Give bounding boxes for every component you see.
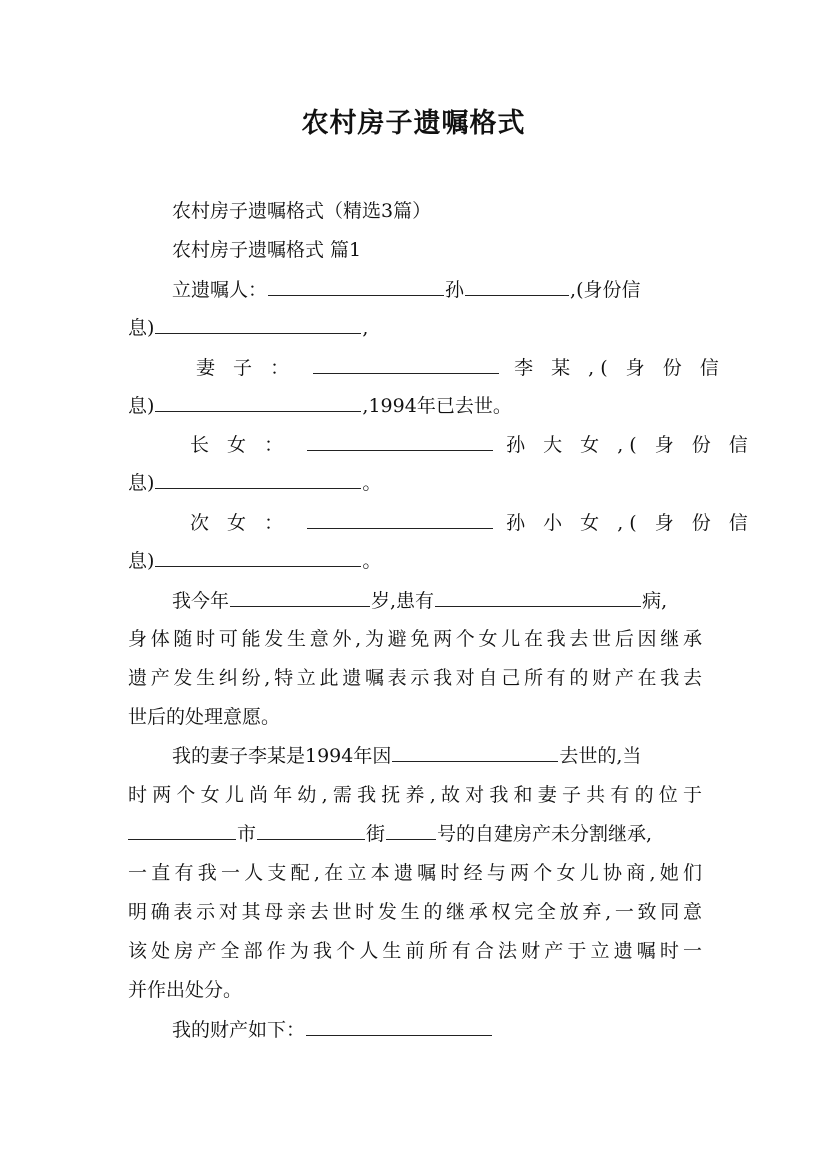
- id-blank: [155, 546, 361, 567]
- text: 号的自建房产未分割继承,: [437, 823, 653, 845]
- id-close: 息): [128, 317, 155, 339]
- testator-label: 立遗嘱人：: [172, 279, 268, 301]
- street-blank: [257, 819, 365, 840]
- text: 我的妻子李某是1994年因: [172, 745, 392, 767]
- given-name-blank: [465, 275, 569, 296]
- id-blank: [155, 391, 361, 412]
- elder-daughter-line: [190, 430, 754, 460]
- testator-id-line: [128, 313, 702, 343]
- name-blank: [307, 430, 493, 451]
- para1-line4: 世后的处理意愿。: [128, 706, 281, 728]
- line-end: 。: [362, 472, 382, 494]
- younger-daughter-line: [190, 508, 754, 538]
- id-blank: [155, 468, 361, 489]
- document-subtitle: 农村房子遗嘱格式（精选3篇）: [172, 200, 432, 222]
- city-blank: [128, 819, 236, 840]
- para2-line3: [128, 819, 702, 849]
- document-title: 农村房子遗嘱格式: [301, 108, 526, 139]
- property-line: [172, 1015, 702, 1045]
- id-blank: [155, 313, 361, 334]
- para2-line5: 明确表示对其母亲去世时发生的继承权完全放弃,一致同意: [128, 901, 702, 923]
- para2-line4: 一直有我一人支配,在立本遗嘱时经与两个女儿协商,她们: [128, 862, 702, 884]
- text: 市: [237, 823, 257, 845]
- line-end: 。: [362, 550, 382, 572]
- number-blank: [386, 819, 436, 840]
- wife-note: ,1994年已去世。: [362, 395, 512, 417]
- text: 街: [366, 823, 386, 845]
- text: 病,: [642, 590, 668, 612]
- wife-label: 妻 子 ：: [196, 357, 296, 379]
- id-open: ,(身份信: [570, 279, 641, 301]
- para1-line3: 遗产发生纠纷,特立此遗嘱表示我对自己所有的财产在我去: [128, 667, 702, 689]
- illness-blank: [435, 586, 641, 607]
- para2-line1: [172, 741, 702, 771]
- testator-surname: 孙: [445, 279, 465, 301]
- id-close: 息): [128, 550, 155, 572]
- name-blank: [268, 275, 444, 296]
- line-end: ,: [362, 317, 369, 339]
- id-close: 息): [128, 472, 155, 494]
- wife-id-line: [128, 391, 702, 421]
- property-blank: [306, 1015, 492, 1036]
- para2-line2: 时两个女儿尚年幼,需我抚养,故对我和妻子共有的位于: [128, 784, 702, 806]
- id-close: 息): [128, 395, 155, 417]
- text: 去世的,当: [559, 745, 642, 767]
- text: 我今年: [172, 590, 230, 612]
- testator-line: [172, 275, 702, 305]
- cause-blank: [392, 741, 558, 762]
- younger-daughter-id-line: [128, 546, 702, 576]
- elder-daughter-label: 长 女 ：: [190, 434, 290, 456]
- para1-line1: [172, 586, 702, 616]
- property-label: 我的财产如下：: [172, 1019, 306, 1041]
- section-heading: 农村房子遗嘱格式 篇1: [172, 239, 362, 261]
- name-blank: [307, 508, 493, 529]
- age-blank: [230, 586, 370, 607]
- wife-line: [196, 353, 725, 383]
- younger-daughter-label: 次 女 ：: [190, 512, 290, 534]
- text: 岁,患有: [371, 590, 435, 612]
- wife-name-blank: [313, 353, 499, 374]
- younger-daughter-name: 孙 小 女 ,( 身 份 信: [506, 512, 754, 534]
- elder-daughter-id-line: [128, 468, 702, 498]
- para2-line6: 该处房产全部作为我个人生前所有合法财产于立遗嘱时一: [128, 940, 702, 962]
- para2-line7: 并作出处分。: [128, 979, 243, 1001]
- para1-line2: 身体随时可能发生意外,为避免两个女儿在我去世后因继承: [128, 628, 702, 650]
- wife-name: 李 某 ,( 身 份 信: [514, 357, 725, 379]
- elder-daughter-name: 孙 大 女 ,( 身 份 信: [506, 434, 754, 456]
